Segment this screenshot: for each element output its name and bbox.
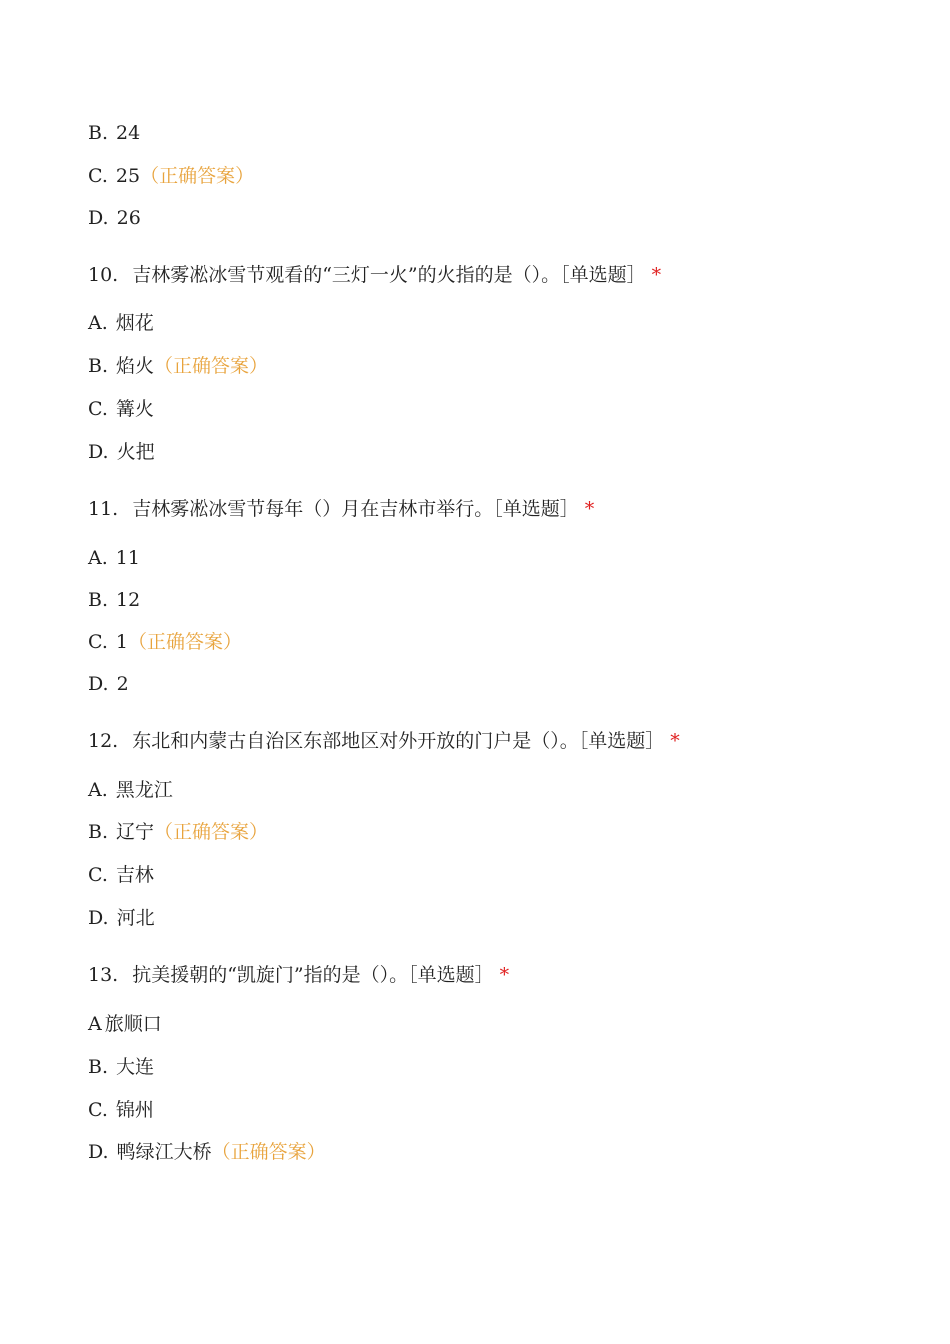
option-d [88, 672, 129, 696]
option-d [88, 440, 155, 464]
option-text: 12 [116, 589, 141, 611]
option-text: 篝火 [115, 398, 154, 420]
option-letter: C. [88, 864, 108, 886]
option-text: 火把 [116, 441, 155, 463]
question-text: 吉林雾凇冰雪节每年（）月在吉林市举行。［单选题］ [132, 498, 579, 520]
option-text: 黑龙江 [115, 779, 173, 801]
option-text: 25 [115, 165, 141, 187]
option-d [88, 1140, 326, 1164]
option-letter: C. [88, 631, 108, 653]
option-b [88, 588, 140, 612]
option-text: 鸭绿江大桥 [116, 1141, 212, 1163]
option-text: 锦州 [115, 1099, 154, 1121]
option-c [88, 863, 154, 887]
option-text: 辽宁 [116, 821, 155, 843]
option-b [88, 1055, 154, 1079]
question-number: 11. [88, 498, 119, 520]
option-letter: A. [88, 779, 108, 801]
correct-answer-tag: （正确答案） [140, 165, 255, 187]
option-letter: D. [88, 907, 109, 929]
option-b [88, 354, 268, 378]
question-number: 13. [88, 964, 119, 986]
option-letter: A. [88, 312, 108, 334]
option-d [88, 206, 141, 230]
question-text: 抗美援朝的“凯旋门”指的是（）。［单选题］ [132, 964, 494, 986]
option-a [88, 1012, 162, 1036]
option-letter: B. [88, 1056, 109, 1078]
option-letter: A. [88, 547, 108, 569]
option-text: 大连 [116, 1056, 155, 1078]
option-letter: C. [88, 1099, 108, 1121]
question-13 [88, 963, 509, 987]
option-text: 2 [116, 673, 129, 695]
option-letter: D. [88, 207, 109, 229]
option-letter: B. [88, 355, 109, 377]
option-text: 24 [116, 122, 141, 144]
correct-answer-tag: （正确答案） [211, 1141, 326, 1163]
question-text: 东北和内蒙古自治区东部地区对外开放的门户是（）。［单选题］ [132, 730, 665, 752]
question-12 [88, 729, 680, 753]
option-letter: A [88, 1013, 102, 1035]
option-text: 旅顺口 [104, 1013, 162, 1035]
option-text: 焰火 [116, 355, 155, 377]
option-text: 吉林 [115, 864, 154, 886]
correct-answer-tag: （正确答案） [154, 355, 269, 377]
option-letter: D. [88, 673, 109, 695]
required-mark: * [584, 498, 595, 520]
option-a [88, 546, 140, 570]
question-number: 10. [88, 264, 119, 286]
correct-answer-tag: （正确答案） [154, 821, 269, 843]
required-mark: * [670, 730, 680, 752]
question-number: 12. [88, 730, 119, 752]
option-b [88, 820, 268, 844]
option-a [88, 311, 154, 335]
option-letter: B. [88, 821, 109, 843]
option-text: 河北 [116, 907, 155, 929]
option-letter: C. [88, 165, 108, 187]
option-letter: C. [88, 398, 108, 420]
option-c [88, 630, 242, 654]
option-text: 1 [115, 631, 128, 653]
option-d [88, 906, 155, 930]
option-letter: D. [88, 441, 109, 463]
option-c [88, 164, 254, 188]
option-b [88, 121, 140, 145]
option-letter: B. [88, 122, 109, 144]
question-11 [88, 497, 594, 521]
option-letter: B. [88, 589, 109, 611]
question-10 [88, 263, 661, 287]
option-c [88, 397, 154, 421]
option-letter: D. [88, 1141, 109, 1163]
option-c [88, 1098, 154, 1122]
option-text: 烟花 [115, 312, 154, 334]
option-a [88, 778, 173, 802]
option-text: 11 [115, 547, 140, 569]
question-text: 吉林雾凇冰雪节观看的“三灯一火”的火指的是（）。［单选题］ [132, 264, 646, 286]
required-mark: * [499, 964, 510, 986]
required-mark: * [651, 264, 662, 286]
correct-answer-tag: （正确答案） [128, 631, 243, 653]
option-text: 26 [116, 207, 141, 229]
